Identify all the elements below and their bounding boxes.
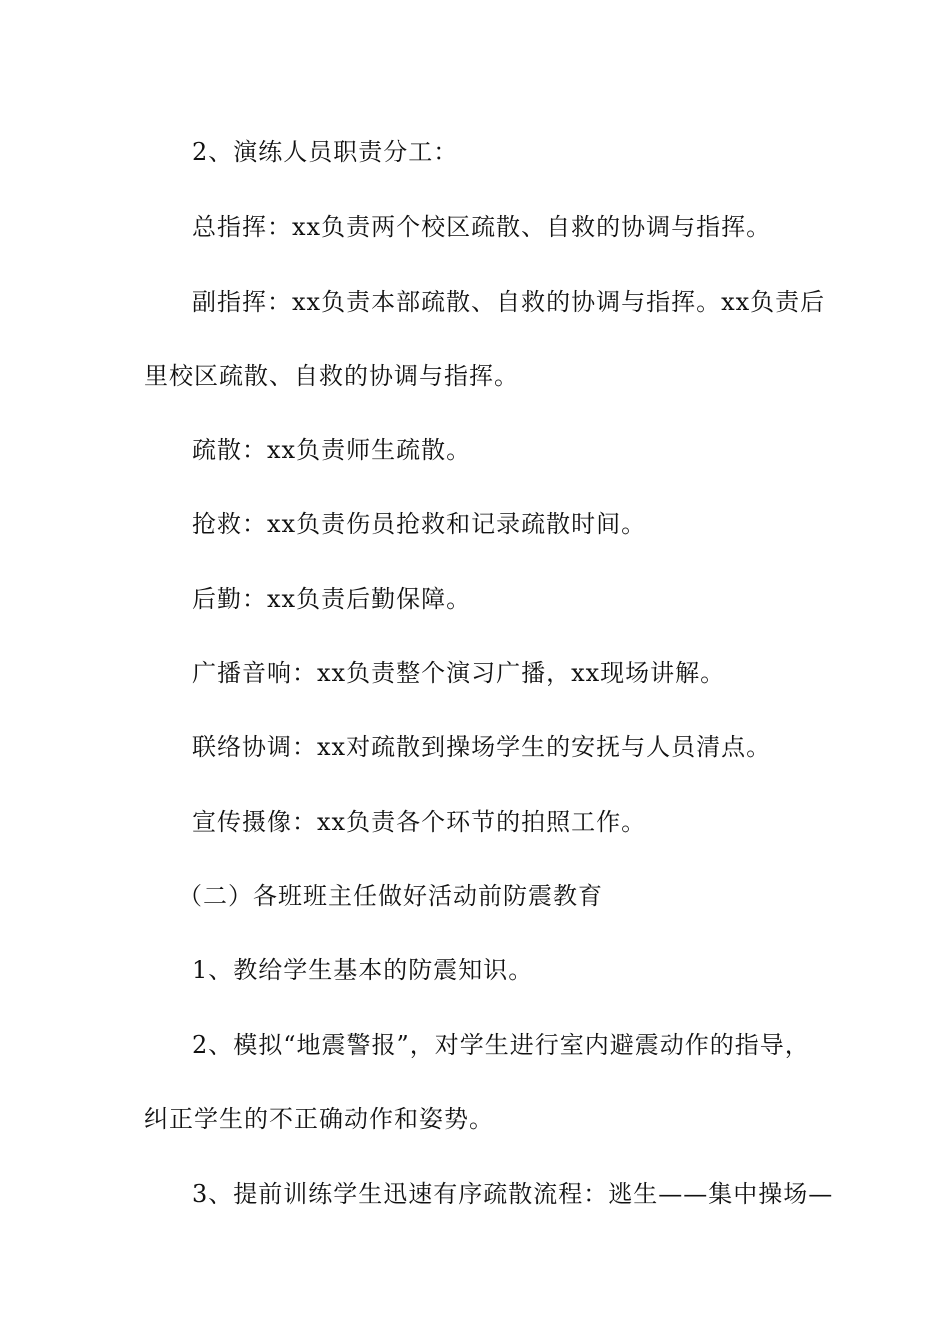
paragraph-photography: 宣传摄像：xx负责各个环节的拍照工作。 <box>192 808 647 836</box>
paragraph-logistics: 后勤：xx负责后勤保障。 <box>192 585 472 613</box>
paragraph-commander: 总指挥：xx负责两个校区疏散、自救的协调与指挥。 <box>192 213 772 241</box>
paragraph-deputy-commander: 副指挥：xx负责本部疏散、自救的协调与指挥。xx负责后 <box>192 288 826 316</box>
paragraph-deputy-commander-cont: 里校区疏散、自救的协调与指挥。 <box>144 362 519 390</box>
paragraph-item-2: 2、模拟“地震警报”，对学生进行室内避震动作的指导， <box>192 1031 810 1059</box>
paragraph-rescue: 抢救：xx负责伤员抢救和记录疏散时间。 <box>192 510 647 538</box>
paragraph-broadcast: 广播音响：xx负责整个演习广播，xx现场讲解。 <box>192 659 726 687</box>
paragraph-item-2-cont: 纠正学生的不正确动作和姿势。 <box>144 1105 494 1133</box>
paragraph-item-1: 1、教给学生基本的防震知识。 <box>192 956 534 984</box>
section-heading-education: （二）各班班主任做好活动前防震教育 <box>178 882 603 910</box>
paragraph-evacuation: 疏散：xx负责师生疏散。 <box>192 436 472 464</box>
section-heading-duties: 2、演练人员职责分工： <box>192 138 459 166</box>
paragraph-coordination: 联络协调：xx对疏散到操场学生的安抚与人员清点。 <box>192 733 772 761</box>
paragraph-item-3: 3、提前训练学生迅速有序疏散流程：逃生——集中操场— <box>192 1180 834 1208</box>
